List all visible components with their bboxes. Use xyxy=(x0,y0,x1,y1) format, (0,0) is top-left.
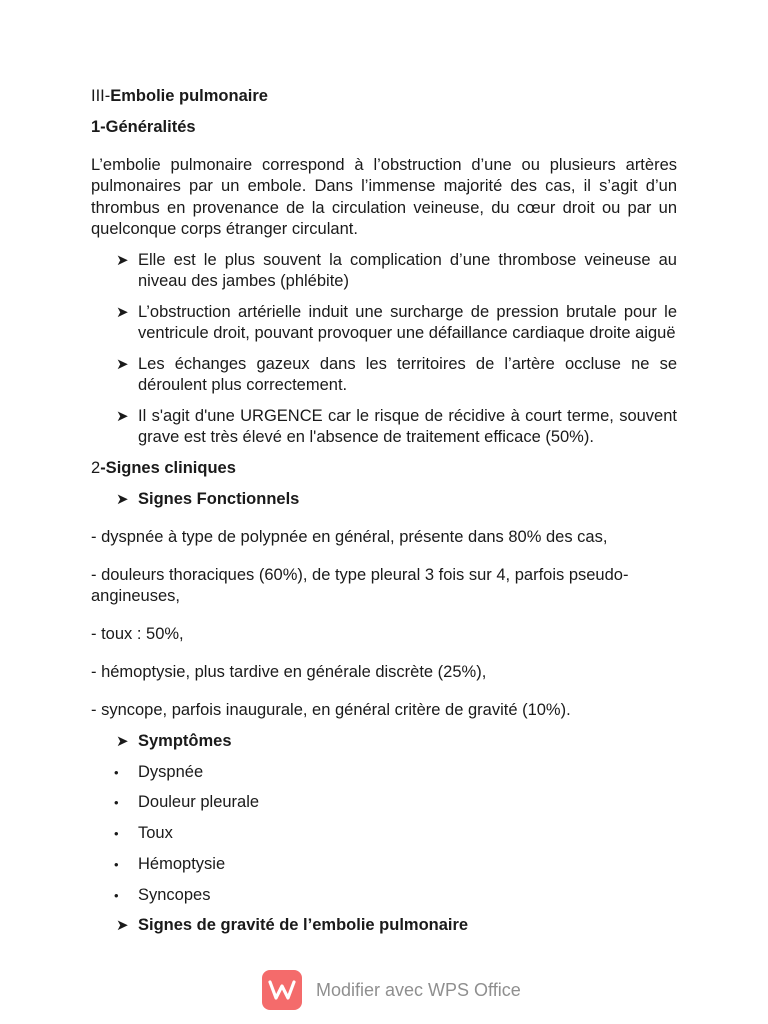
intro-paragraph: L’embolie pulmonaire correspond à l’obstruction d’une ou plusieurs artères pulmonaires par un embole. Dans l’immense majorité des cas, il s’agit d’un thrombus en provenance de la circulation veineuse, du cœur droit ou par un quelconque corps étranger circulant. xyxy=(91,155,677,238)
list-item-text: Il s'agit d'une URGENCE car le risque de récidive à court terme, souvent grave est très élevé en l'absence de traitement efficace (50%). xyxy=(138,406,677,446)
list-item xyxy=(91,354,677,397)
subsection-title-prefix: 2 xyxy=(91,458,101,477)
fonctionnel-item: - douleurs thoraciques (60%), de type pleural 3 fois sur 4, parfois pseudo-angineuses, xyxy=(91,565,629,605)
section-title-text: Embolie pulmonaire xyxy=(110,87,268,105)
arrow-bullet-icon: ➤ xyxy=(116,917,129,935)
subsection-title-signes-cliniques xyxy=(91,458,677,479)
subheading-text: Signes Fonctionnels xyxy=(138,489,300,508)
arrow-bullet-icon: ➤ xyxy=(116,407,129,425)
list-item xyxy=(91,250,677,293)
subheading-signes-fonctionnels xyxy=(91,489,677,511)
dot-bullet-icon: • xyxy=(114,887,119,903)
wps-edit-link[interactable]: Modifier avec WPS Office xyxy=(316,979,521,1000)
symptome-item xyxy=(91,885,677,906)
section-title xyxy=(91,86,677,107)
symptome-item xyxy=(91,854,677,875)
subsection-title-generalites: 1-Généralités xyxy=(91,118,196,136)
list-item-text: Elle est le plus souvent la complication d’une thrombose veineuse au niveau des jambes (phlébite) xyxy=(138,250,677,290)
document-page xyxy=(91,86,677,946)
fonctionnel-item: - syncope, parfois inaugurale, en général critère de gravité (10%). xyxy=(91,701,571,719)
fonctionnel-item: - hémoptysie, plus tardive en générale discrète (25%), xyxy=(91,663,487,681)
subheading-signes-gravite xyxy=(91,915,677,937)
symptome-item xyxy=(91,762,677,783)
fonctionnel-item: - dyspnée à type de polypnée en général, présente dans 80% des cas, xyxy=(91,527,608,546)
list-item-text: Les échanges gazeux dans les territoires de l’artère occluse ne se déroulent plus correctement. xyxy=(138,354,677,394)
subsection-title-text: -Signes cliniques xyxy=(100,458,236,477)
symptome-text: Dyspnée xyxy=(138,762,204,781)
dot-bullet-icon: • xyxy=(114,826,119,842)
symptome-item xyxy=(91,823,677,844)
wps-edit-banner[interactable] xyxy=(262,969,521,1011)
dot-bullet-icon: • xyxy=(114,795,119,811)
subheading-text: Signes de gravité de l’embolie pulmonaire xyxy=(138,916,469,935)
symptome-text: Douleur pleurale xyxy=(138,793,260,812)
dot-bullet-icon: • xyxy=(114,764,119,780)
symptome-text: Hémoptysie xyxy=(138,854,226,873)
arrow-bullet-icon: ➤ xyxy=(116,355,129,373)
section-title-prefix: III- xyxy=(91,87,111,105)
arrow-bullet-icon: ➤ xyxy=(116,490,129,508)
subheading-text: Symptômes xyxy=(138,732,232,750)
list-item xyxy=(91,406,677,449)
symptome-item xyxy=(91,792,677,813)
list-item xyxy=(91,302,677,345)
arrow-bullet-icon: ➤ xyxy=(116,251,129,269)
wps-logo-icon[interactable] xyxy=(262,970,302,1010)
list-item-text: L’obstruction artérielle induit une surcharge de pression brutale pour le ventricule droit, pouvant provoquer une défaillance cardiaque droite aiguë xyxy=(138,302,677,342)
arrow-bullet-icon: ➤ xyxy=(116,733,129,750)
symptome-text: Syncopes xyxy=(138,885,211,904)
dot-bullet-icon: • xyxy=(114,856,119,872)
symptome-text: Toux xyxy=(138,824,173,843)
fonctionnel-item: - toux : 50%, xyxy=(91,625,184,643)
subheading-symptomes xyxy=(91,731,677,753)
arrow-bullet-icon: ➤ xyxy=(116,303,129,321)
